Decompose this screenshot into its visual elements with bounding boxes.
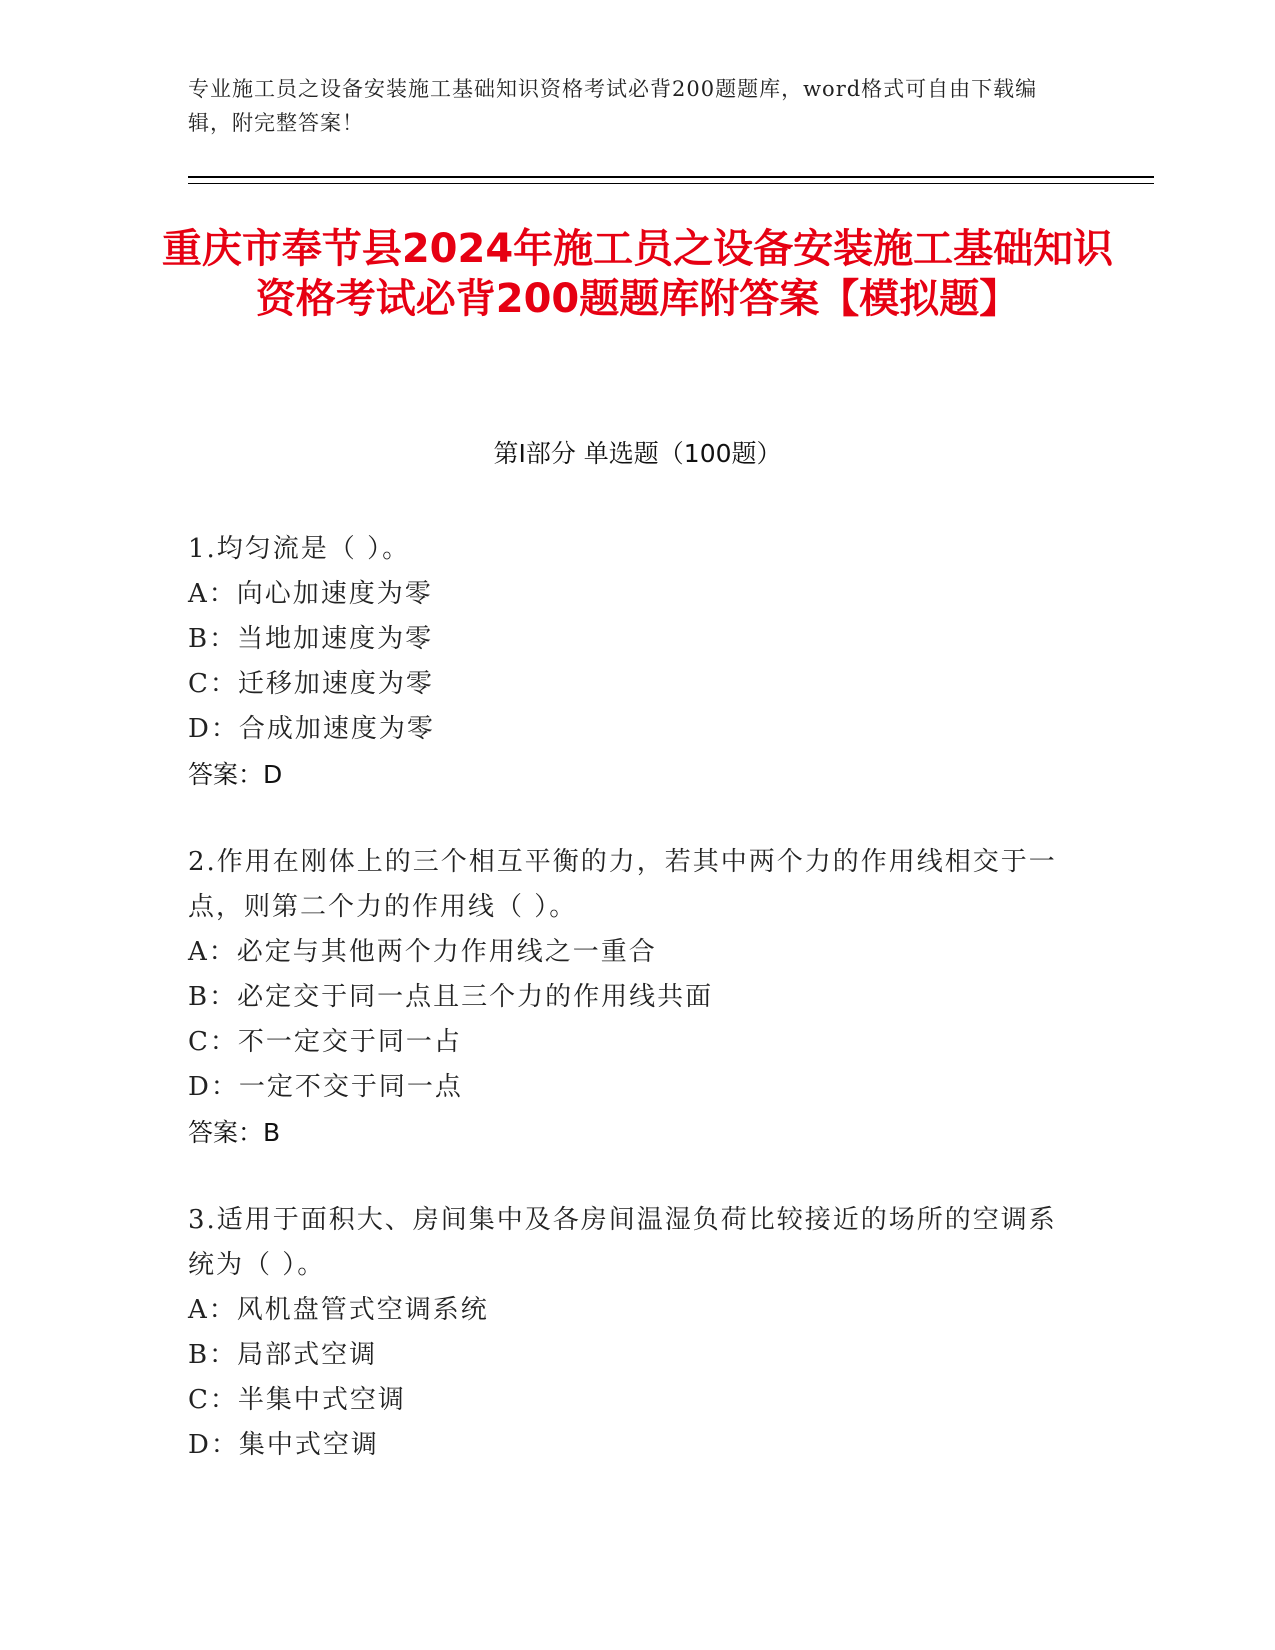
question-1 [188, 527, 1068, 797]
question-stem: 3.适用于面积大、房间集中及各房间温湿负荷比较接近的场所的空调系统为（ ）。 [188, 1205, 1057, 1280]
section-title: 第Ⅰ部分 单选题（100题） [493, 439, 782, 468]
question-3 [188, 1198, 1068, 1468]
option-c: C：迁移加速度为零 [188, 669, 434, 699]
header-divider-thin [188, 183, 1154, 184]
option-c: C：半集中式空调 [188, 1385, 406, 1415]
option-a: A：向心加速度为零 [188, 579, 433, 609]
option-b: B：必定交于同一点且三个力的作用线共面 [188, 982, 714, 1012]
option-d: D：合成加速度为零 [188, 714, 435, 744]
header-divider-thick [188, 176, 1154, 178]
question-stem: 1.均匀流是（ ）。 [188, 534, 411, 564]
option-d: D：集中式空调 [188, 1430, 379, 1460]
question-2 [188, 840, 1068, 1155]
option-a: A：必定与其他两个力作用线之一重合 [188, 937, 657, 967]
question-list [188, 527, 1068, 1511]
option-b: B：局部式空调 [188, 1340, 378, 1370]
document-title: 重庆市奉节县2024年施工员之设备安装施工基础知识资格考试必背200题题库附答案【模拟题】 [161, 226, 1114, 322]
option-d: D：一定不交于同一点 [188, 1072, 463, 1102]
option-c: C：不一定交于同一占 [188, 1027, 462, 1057]
option-a: A：风机盘管式空调系统 [188, 1295, 489, 1325]
answer-text: 答案：D [188, 760, 283, 789]
header-note: 专业施工员之设备安装施工基础知识资格考试必背200题题库，word格式可自由下载编辑，附完整答案！ [188, 77, 1038, 135]
question-stem: 2.作用在刚体上的三个相互平衡的力，若其中两个力的作用线相交于一点，则第二个力的作用线（ ）。 [188, 847, 1057, 922]
answer-text: 答案：B [188, 1118, 281, 1147]
option-b: B：当地加速度为零 [188, 624, 434, 654]
